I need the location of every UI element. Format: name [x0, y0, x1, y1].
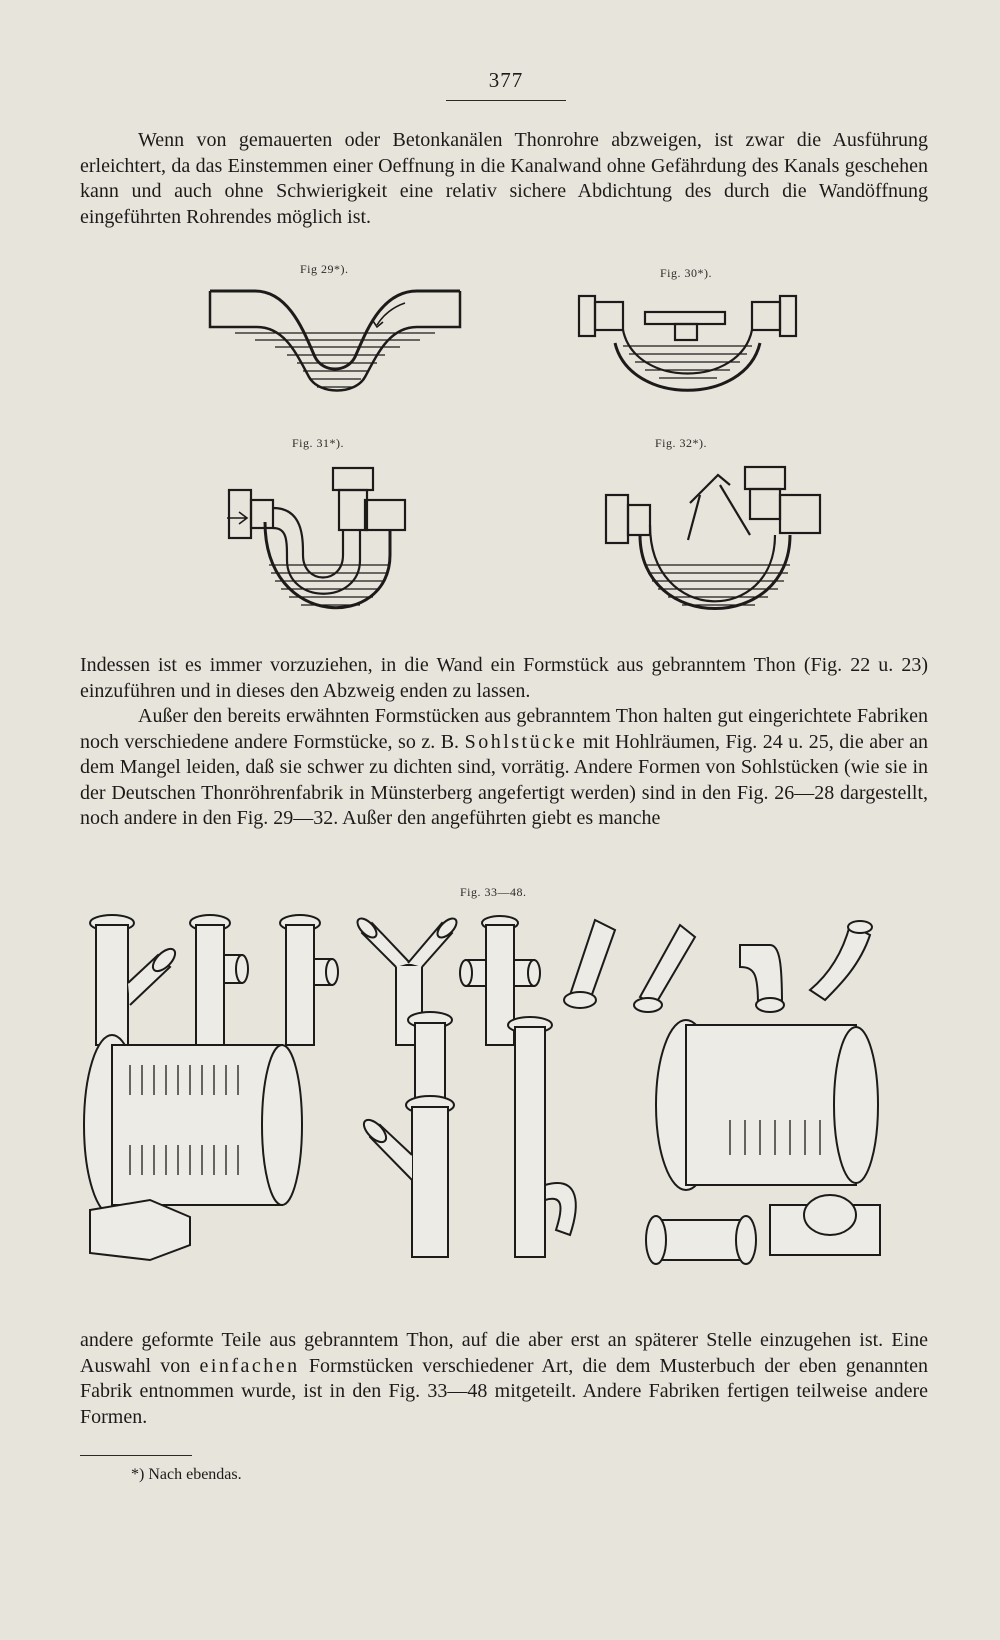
fig-30-drawing: [575, 288, 800, 413]
fig-31-svg: [225, 460, 425, 630]
paragraph-4: [80, 1328, 928, 1430]
page-number: 377: [488, 68, 524, 92]
paragraph-2-text: Indessen ist es immer vorzuziehen, in die Wand ein Formstück aus gebranntem Thon (Fig. 22 u. 23) einzuführen und in dieses den Abzweig enden zu lassen.: [80, 654, 928, 702]
fig-30-svg: [575, 288, 800, 413]
fig-32-label: Fig. 32*).: [655, 436, 708, 450]
footnote-rule: [80, 1455, 192, 1456]
fig-33-48-svg: [80, 905, 930, 1315]
fig-32-svg: [600, 455, 830, 625]
fig-33-48-label: Fig. 33—48.: [460, 885, 527, 899]
paragraph-1-text: Wenn von gemauerten oder Betonkanälen Thonrohre abzweigen, ist zwar die Ausführung erleichtert, da das Einstemmen einer Oeffnung in die Kanalwand ohne Gefährdung des Kanals geschehen kann und auch ohne Schwierigkeit eine relativ sichere Abdichtung des durch die Wandöffnung eingeführten Rohrendes möglich ist.: [80, 129, 928, 228]
paragraph-4-text-a: andere geformte Teile aus gebranntem Thon, auf die aber erst an späterer Stelle einzugehen ist. Eine Auswahl von: [80, 1329, 928, 1377]
footnote: *) Nach ebendas.: [131, 1466, 242, 1483]
paragraph-3-text-b: mit Hohlräumen, Fig. 24 u. 25, die aber an dem Mangel leiden, daß sie schwer zu dichten sind, vorrätig. Andere Formen von Sohlstücken (wie sie in der Deutschen Thonröhrenfabrik in Münsterberg angefertigt werden) sind in den Fig. 26—28 dargestellt, noch andere in den Fig. 29—32. Außer den angeführten giebt es manche: [80, 730, 929, 829]
fig-29-label: Fig 29*).: [300, 262, 349, 276]
paragraph-2: [80, 653, 928, 704]
fig-32-drawing: [600, 455, 830, 625]
paragraph-1: [80, 128, 928, 230]
fig-31-label: Fig. 31*).: [292, 436, 345, 450]
fig-30-label: Fig. 30*).: [660, 266, 713, 280]
fig-33-48-drawing: [80, 905, 930, 1315]
fig-29-svg: [205, 285, 465, 410]
fig-29-drawing: [205, 285, 465, 410]
fig-31-drawing: [225, 460, 425, 630]
paragraph-3-text-a: Außer den bereits erwähnten Formstücken aus gebranntem Thon halten gut eingerichtete Fabriken noch verschiedene andere Formstücke, so z. B.: [80, 705, 928, 753]
paragraph-4-emphasis: einfachen: [199, 1354, 300, 1377]
page-number-rule: [446, 100, 566, 101]
paragraph-3-emphasis: Sohlstücke: [464, 730, 578, 753]
paragraph-3: [80, 704, 928, 832]
paragraph-4-text-b: Formstücken verschiedener Art, die dem Musterbuch der eben genannten Fabrik entnommen wurde, ist in den Fig. 33—48 mitgeteilt. Andere Fabriken fertigen teilweise andere Formen.: [80, 1354, 929, 1428]
